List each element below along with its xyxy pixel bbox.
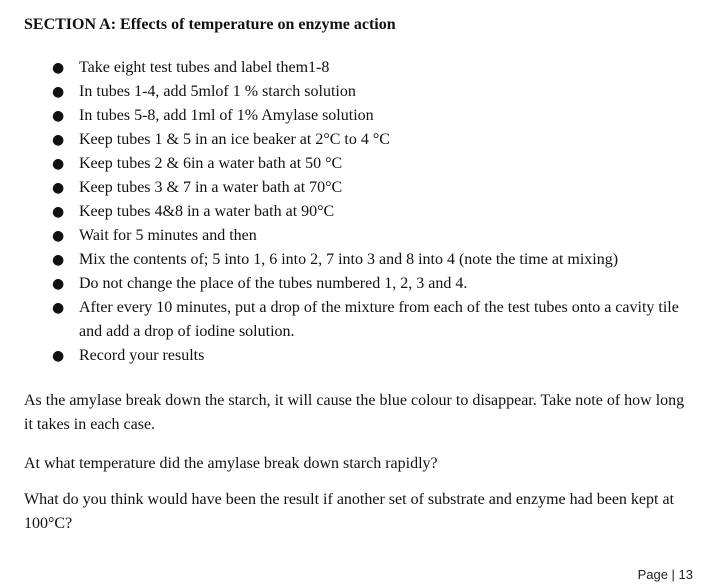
step-text: In tubes 5-8, add 1ml of 1% Amylase solution (79, 107, 374, 124)
step-text: Record your results (79, 347, 205, 364)
bullet-icon: ● (52, 276, 65, 292)
list-item (52, 296, 697, 344)
list-item (52, 176, 697, 200)
step-text: In tubes 1-4, add 5mlof 1 % starch solution (79, 83, 356, 100)
list-item (52, 128, 697, 152)
observation-paragraph: As the amylase break down the starch, it will cause the blue colour to disappear. Take note of how long it takes in each case. (24, 392, 685, 433)
bullet-icon: ● (52, 84, 65, 100)
bullet-icon: ● (52, 204, 65, 220)
list-item (52, 272, 697, 296)
bullet-icon: ● (52, 228, 65, 244)
step-text: Keep tubes 4&8 in a water bath at 90°C (79, 203, 335, 220)
step-text: Wait for 5 minutes and then (79, 227, 257, 244)
bullet-icon: ● (52, 300, 65, 316)
list-item (52, 248, 697, 272)
step-text: Mix the contents of; 5 into 1, 6 into 2, 7 into 3 and 8 into 4 (note the time at mixing) (79, 251, 619, 268)
step-text: Do not change the place of the tubes numbered 1, 2, 3 and 4. (79, 275, 468, 292)
bullet-icon: ● (52, 156, 65, 172)
list-item (52, 200, 697, 224)
list-item (52, 80, 697, 104)
bullet-icon: ● (52, 348, 65, 364)
question-100-degrees: What do you think would have been the result if another set of substrate and enzyme had been kept at 100°C? (24, 491, 675, 532)
list-item (52, 152, 697, 176)
list-item (52, 224, 697, 248)
list-item (52, 344, 697, 368)
section-title: SECTION A: Effects of temperature on enzyme action (24, 16, 396, 33)
list-item (52, 56, 697, 80)
bullet-icon: ● (52, 180, 65, 196)
procedure-list (52, 56, 697, 368)
list-item (52, 104, 697, 128)
step-text: Keep tubes 2 & 6in a water bath at 50 °C (79, 155, 343, 172)
bullet-icon: ● (52, 108, 65, 124)
step-text: After every 10 minutes, put a drop of the mixture from each of the test tubes onto a cavity tile and add a drop of iodine solution. (79, 299, 679, 340)
bullet-icon: ● (52, 252, 65, 268)
step-text: Keep tubes 1 & 5 in an ice beaker at 2°C to 4 °C (79, 131, 390, 148)
question-rapid-temperature: At what temperature did the amylase break down starch rapidly? (24, 455, 438, 472)
step-text: Take eight test tubes and label them1-8 (79, 59, 330, 76)
bullet-icon: ● (52, 132, 65, 148)
bullet-icon: ● (52, 60, 65, 76)
page-number: Page | 13 (637, 567, 693, 582)
step-text: Keep tubes 3 & 7 in a water bath at 70°C (79, 179, 343, 196)
